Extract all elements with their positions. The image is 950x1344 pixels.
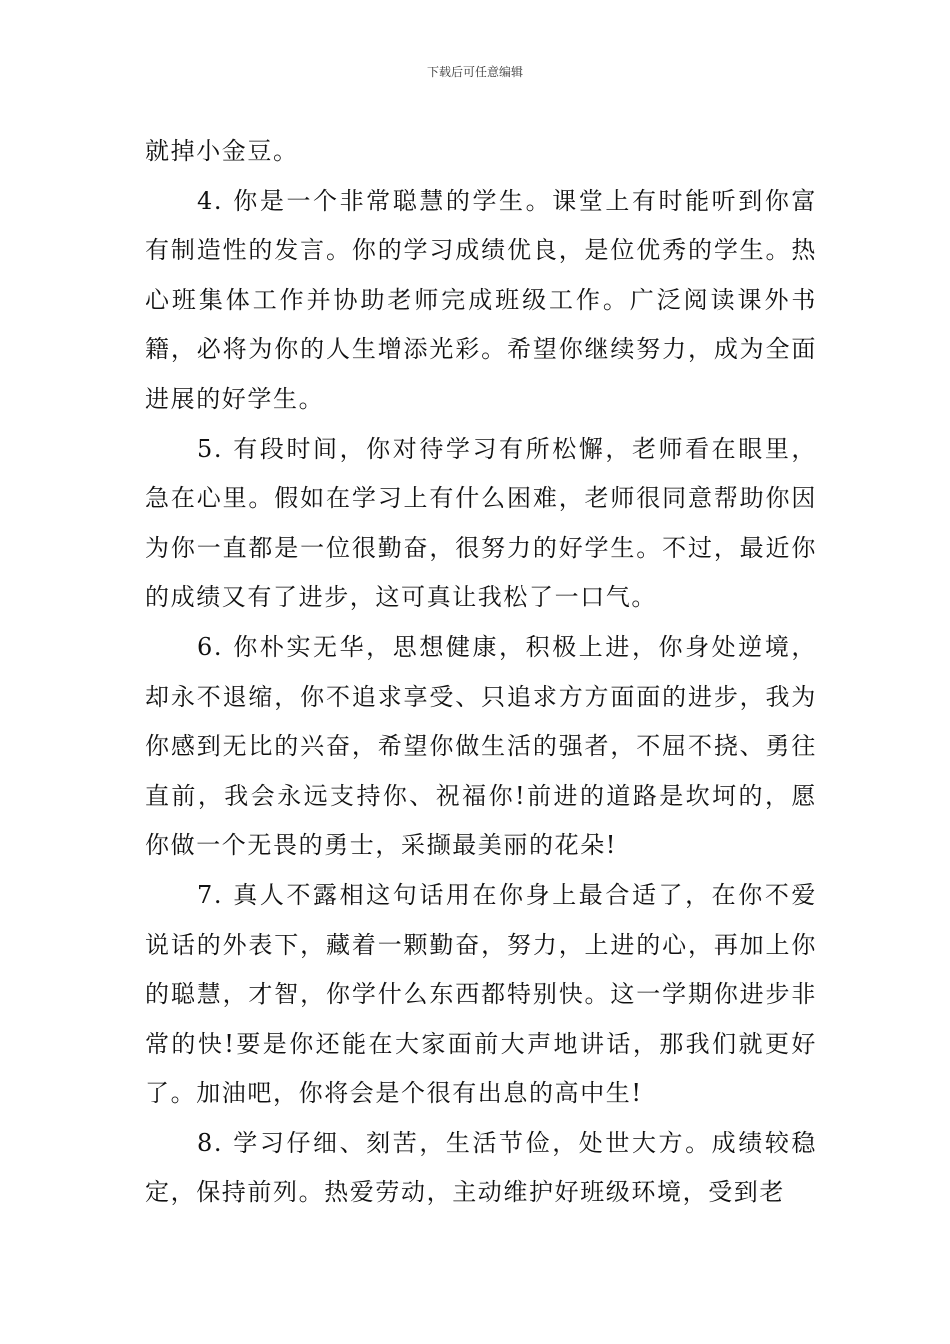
paragraph-comment-5: 5. 有段时间，你对待学习有所松懈，老师看在眼里，急在心里。假如在学习上有什么困难，老师很同意帮助你因为你一直都是一位很勤奋，很努力的好学生。不过，最近你的成绩又有了进步，这可真让我松了一口气。 xyxy=(145,434,817,612)
paragraph-comment-4: 4. 你是一个非常聪慧的学生。课堂上有时能听到你富有制造性的发言。你的学习成绩优良，是位优秀的学生。热心班集体工作并协助老师完成班级工作。广泛阅读课外书籍，必将为你的人生增添光彩。希望你继续努力，成为全面进展的好学生。 xyxy=(145,186,817,413)
paragraph-comment-6: 6. 你朴实无华，思想健康，积极上进，你身处逆境，却永不退缩，你不追求享受、只追求方方面面的进步，我为你感到无比的兴奋，希望你做生活的强者，不屈不挠、勇往直前，我会永远支持你、祝福你!前进的道路是坎坷的，愿你做一个无畏的勇士，采撷最美丽的花朵! xyxy=(145,632,817,860)
header-note: 下载后可任意编辑 xyxy=(426,65,523,79)
paragraph-comment-7: 7. 真人不露相这句话用在你身上最合适了，在你不爱说话的外表下，藏着一颗勤奋，努力，上进的心，再加上你的聪慧，才智，你学什么东西都特别快。这一学期你进步非常的快!要是你还能在大家面前大声地讲话，那我们就更好了。加油吧，你将会是个很有出息的高中生! xyxy=(145,880,817,1108)
page-header xyxy=(0,64,950,80)
paragraph-continuation: 就掉小金豆。 xyxy=(145,137,299,165)
paragraph-comment-8: 8. 学习仔细、刻苦，生活节俭，处世大方。成绩较稳定，保持前列。热爱劳动，主动维护好班级环境，受到老 xyxy=(145,1128,817,1207)
document-body xyxy=(145,127,817,1218)
